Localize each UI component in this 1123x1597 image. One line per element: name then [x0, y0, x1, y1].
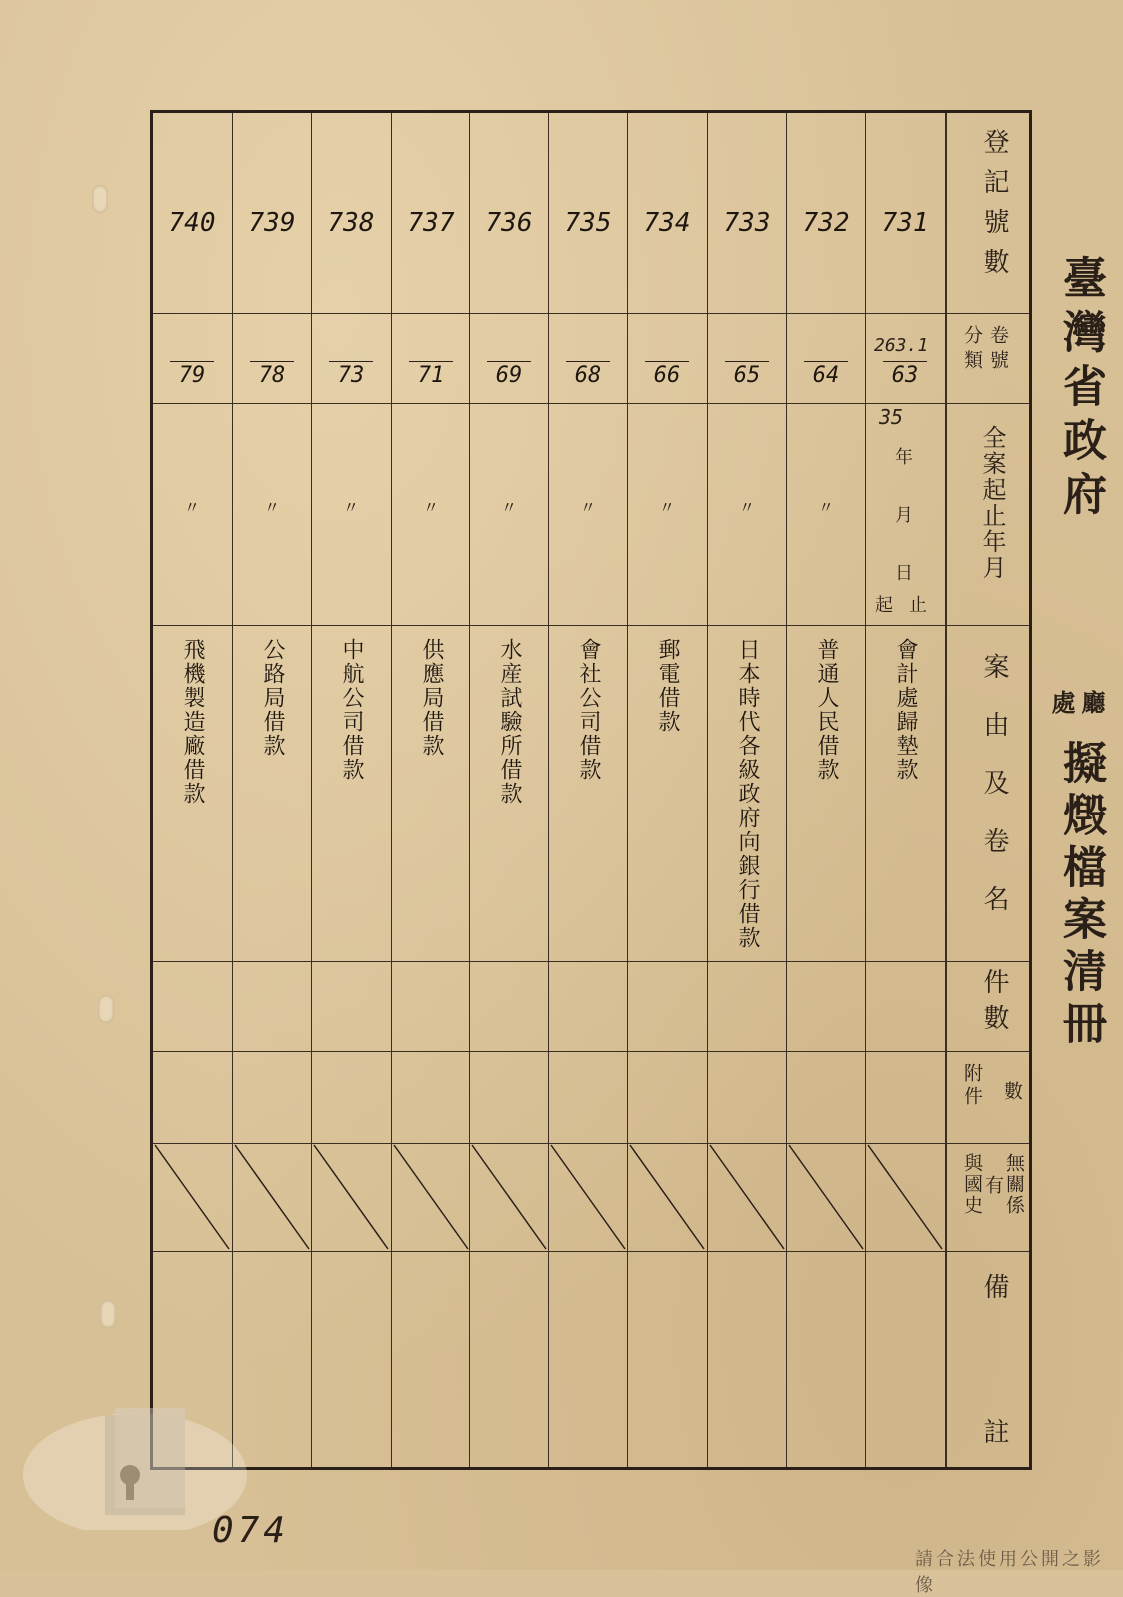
period-start-label: 起	[875, 595, 893, 616]
class-number: 64	[812, 363, 840, 388]
case-subject: 會計處歸墊款	[893, 638, 918, 782]
header-count: 件數	[979, 968, 1009, 1040]
case-subject: 公路局借款	[260, 638, 285, 758]
class-number: 68	[574, 363, 602, 388]
row-divider	[153, 625, 1029, 626]
class-number: 63	[891, 363, 919, 388]
header-cls-b: 分類	[961, 325, 983, 375]
class-number: 71	[417, 363, 445, 388]
title-sub: 擬燬檔案清冊	[1055, 740, 1106, 1052]
not-relevant-slash-icon	[866, 1143, 944, 1251]
registration-number: 734	[643, 208, 691, 238]
page-number: 074	[212, 1510, 290, 1551]
row-divider	[153, 403, 1029, 404]
period-end-label: 止	[909, 595, 927, 616]
ditto-mark: 〃	[183, 498, 200, 517]
header-remark-a: 備	[979, 1273, 1009, 1313]
row-divider	[153, 313, 1029, 314]
class-number-rule	[645, 361, 689, 362]
registration-number: 731	[881, 208, 929, 238]
class-number-rule	[566, 361, 610, 362]
not-relevant-slash-icon	[628, 1143, 706, 1251]
registration-number: 739	[248, 208, 296, 238]
registration-number: 738	[327, 208, 375, 238]
class-number: 78	[258, 363, 286, 388]
ditto-mark: 〃	[422, 498, 439, 517]
ditto-mark: 〃	[342, 498, 359, 517]
period-day-label: 日	[895, 563, 913, 584]
not-relevant-slash-icon	[470, 1143, 548, 1251]
header-hist-c: 與國史	[961, 1153, 983, 1216]
not-relevant-slash-icon	[787, 1143, 865, 1251]
not-relevant-slash-icon	[708, 1143, 786, 1251]
class-number-rule	[329, 361, 373, 362]
ditto-mark: 〃	[500, 498, 517, 517]
header-column-divider	[945, 113, 947, 1467]
header-cls-a: 卷號	[987, 325, 1009, 375]
not-relevant-slash-icon	[233, 1143, 311, 1251]
column-divider	[707, 113, 708, 1467]
ditto-mark: 〃	[738, 498, 755, 517]
period-year-value: 35	[879, 405, 904, 429]
not-relevant-slash-icon	[392, 1143, 470, 1251]
class-number: 69	[495, 363, 523, 388]
header-hist-a: 無關係	[1003, 1153, 1025, 1216]
class-number-rule	[250, 361, 294, 362]
header-attach-a: 數	[1001, 1081, 1023, 1104]
ditto-mark: 〃	[658, 498, 675, 517]
archive-stamp-icon	[20, 1380, 250, 1530]
class-number-rule	[487, 361, 531, 362]
header-subject: 案由及卷名	[979, 653, 1009, 943]
class-number: 79	[178, 363, 206, 388]
header-hist-b: 有	[982, 1175, 1004, 1194]
case-subject: 日本時代各級政府向銀行借款	[735, 638, 760, 950]
case-subject: 飛機製造廠借款	[180, 638, 205, 806]
registration-number: 733	[723, 208, 771, 238]
column-divider	[232, 113, 233, 1467]
class-number-rule	[725, 361, 769, 362]
column-divider	[391, 113, 392, 1467]
class-number-top: 263.1	[874, 335, 929, 356]
not-relevant-slash-icon	[549, 1143, 627, 1251]
header-attach-b: 附件	[961, 1063, 983, 1109]
row-divider	[153, 1051, 1029, 1052]
class-number-rule	[804, 361, 848, 362]
binding-hole	[92, 185, 108, 213]
column-divider	[548, 113, 549, 1467]
title-dept-b: 處	[1047, 690, 1076, 714]
case-subject: 郵電借款	[655, 638, 680, 734]
binding-hole	[98, 995, 114, 1023]
class-number: 65	[733, 363, 761, 388]
column-divider	[865, 113, 866, 1467]
class-number: 66	[653, 363, 681, 388]
ledger-table	[150, 110, 1032, 1470]
title-dept-a: 廳	[1077, 690, 1106, 714]
registration-number: 732	[802, 208, 850, 238]
column-divider	[469, 113, 470, 1467]
class-number: 73	[337, 363, 365, 388]
case-subject: 中航公司借款	[339, 638, 364, 782]
header-reg-no: 登記號數	[979, 128, 1009, 288]
case-subject: 水産試驗所借款	[497, 638, 522, 806]
period-month-label: 月	[895, 505, 913, 526]
class-number-rule	[409, 361, 453, 362]
period-year-label: 年	[895, 447, 913, 468]
column-divider	[311, 113, 312, 1467]
header-remark-b: 註	[979, 1418, 1009, 1458]
registration-number: 737	[407, 208, 455, 238]
ditto-mark: 〃	[263, 498, 280, 517]
binding-hole	[100, 1300, 116, 1328]
column-divider	[786, 113, 787, 1467]
column-divider	[627, 113, 628, 1467]
watermark-text: 請合法使用公開之影像	[915, 1549, 1104, 1596]
not-relevant-slash-icon	[312, 1143, 390, 1251]
case-subject: 供應局借款	[419, 638, 444, 758]
title-main: 臺灣省政府	[1055, 255, 1106, 525]
registration-number: 740	[168, 208, 216, 238]
ditto-mark: 〃	[817, 498, 834, 517]
case-subject: 普通人民借款	[814, 638, 839, 782]
ditto-mark: 〃	[579, 498, 596, 517]
not-relevant-slash-icon	[153, 1143, 231, 1251]
registration-number: 736	[485, 208, 533, 238]
header-period: 全案起止年月	[978, 425, 1006, 581]
class-number-rule	[170, 361, 214, 362]
registration-number: 735	[564, 208, 612, 238]
row-divider	[153, 1251, 1029, 1252]
class-number-rule	[883, 361, 927, 362]
case-subject: 會社公司借款	[576, 638, 601, 782]
row-divider	[153, 961, 1029, 962]
